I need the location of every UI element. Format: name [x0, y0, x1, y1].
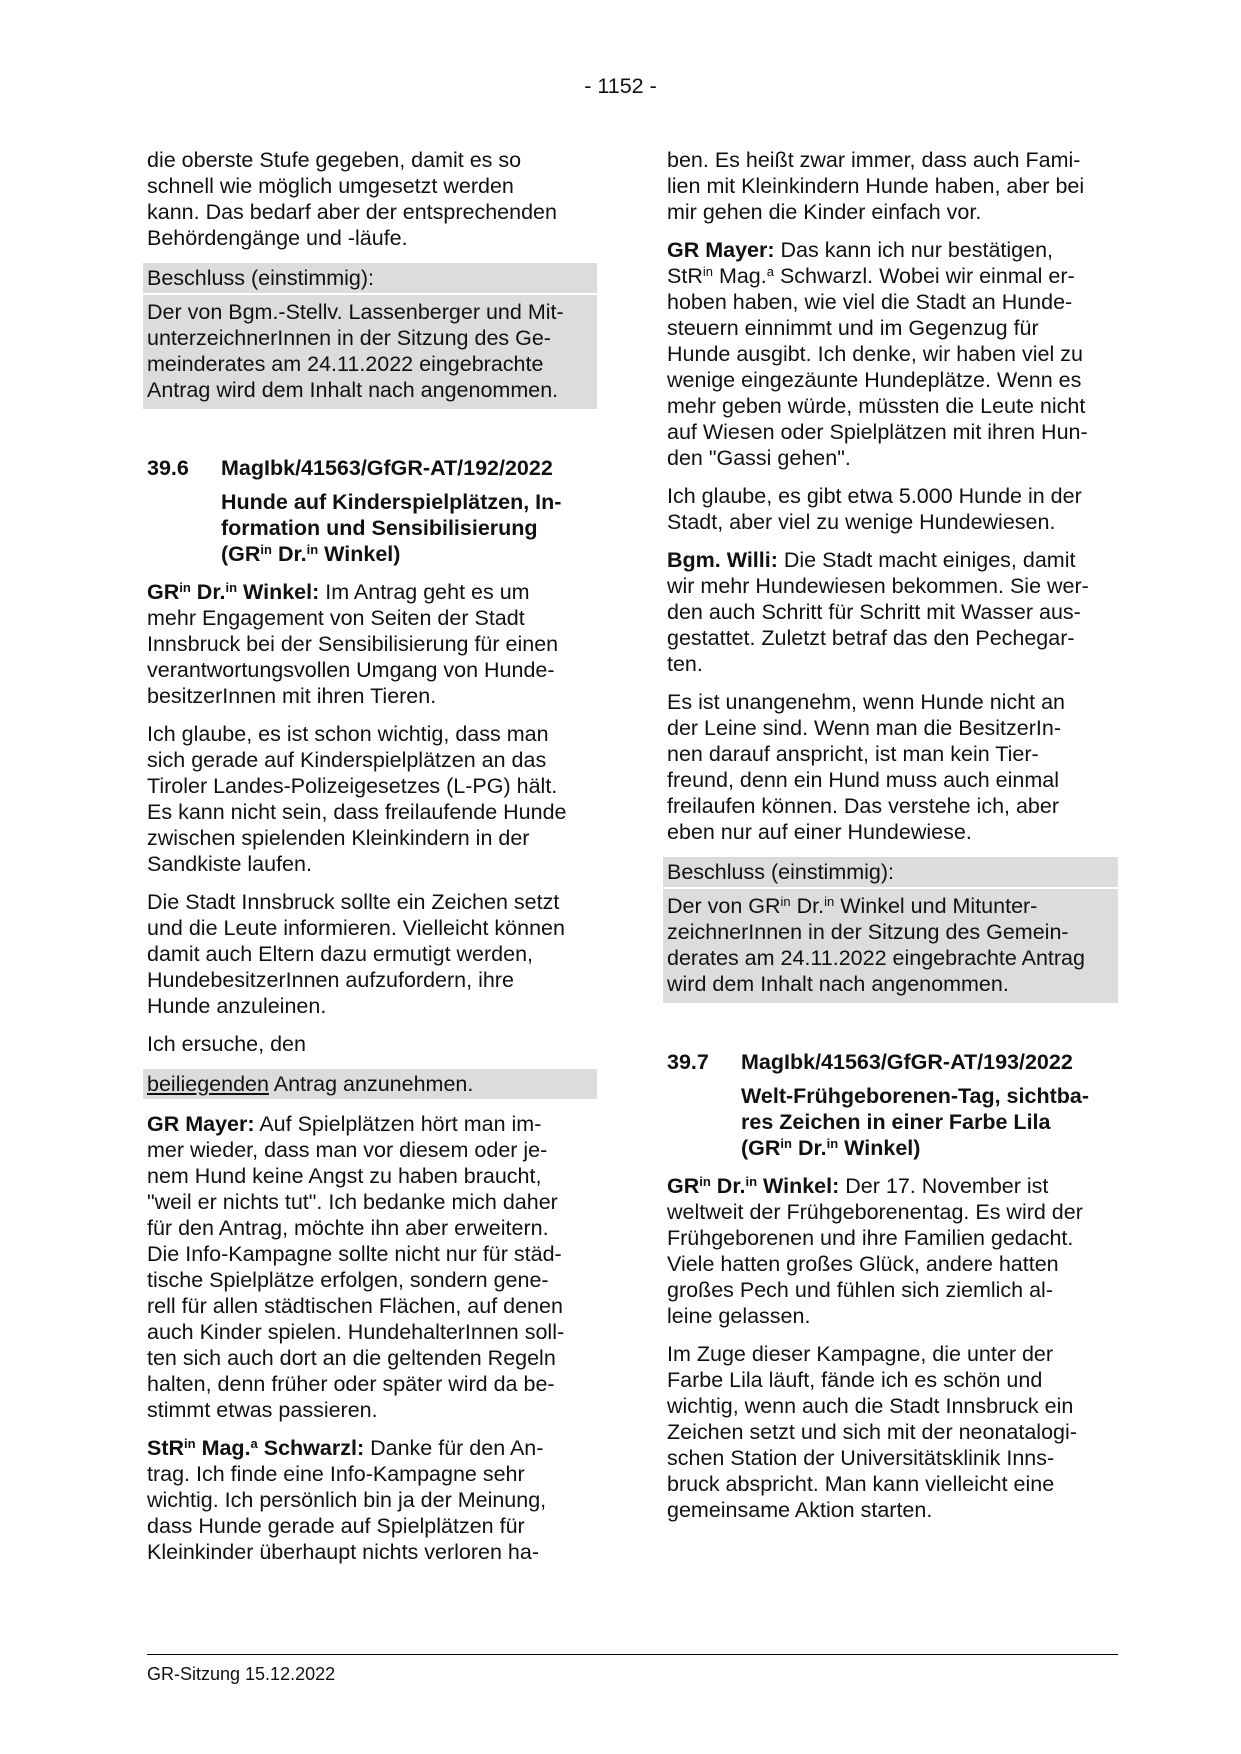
- antrag-line: beiliegenden Antrag anzunehmen.: [143, 1069, 597, 1099]
- paragraph: Ich ersuche, den: [147, 1032, 306, 1056]
- paragraph: ben. Es heißt zwar immer, dass auch Fami- lien mit Kleinkindern Hunde haben, aber bei mir gehen die Kinder einfach vor.: [667, 148, 1085, 224]
- item-title: Hunde auf Kinderspielplätzen, In- formation und Sensibilisierung ($GR^{in}$ Dr.$^{in}$ Winkel): [221, 490, 562, 566]
- speaker-name: Bgm. Willi:: [667, 548, 778, 572]
- item-reference: MagIbk/41563/GfGR-AT/193/2022: [741, 1050, 1073, 1074]
- speech-winkel: $GR^{in}$ Dr.$^{in}$ Winkel: Im Antrag geht es um mehr Engagement von Seiten der Stadt Innsbruck bei der Sensibilisierung für einen verantwortungsvollen Umgang von Hunde- besitzerInnen mit ihren Tieren.: [147, 580, 559, 708]
- footer-text: GR-Sitzung 15.12.2022: [147, 1664, 336, 1684]
- speaker-name: $GR^{in}$ Dr.$^{in}$ Winkel:: [667, 1174, 840, 1198]
- speech-willi: Bgm. Willi: Die Stadt macht einiges, damit wir mehr Hundewiesen bekommen. Sie wer- den auch Schritt für Schritt mit Wasser aus- gestattet. Zuletzt betraf das den Pechegar- ten.: [667, 548, 1089, 676]
- right-column: [667, 147, 1118, 1535]
- paragraph: Die Stadt Innsbruck sollte ein Zeichen setzt und die Leute informieren. Vielleicht können damit auch Eltern dazu ermutigt werden, HundebesitzerInnen aufzufordern, ihre Hunde anzuleinen.: [147, 890, 565, 1018]
- beschluss-text: Der von Bgm.-Stellv. Lassenberger und Mit- unterzeichnerInnen in der Sitzung des Ge- meinderates am 24.11.2022 eingebrachte Antrag wird dem Inhalt nach angenommen.: [143, 295, 597, 409]
- beschluss-text: Der von $GR^{in}$ Dr.$^{in}$ Winkel und Mitunter- zeichnerInnen in der Sitzung des Gemein- derates am 24.11.2022 eingebrachte Antrag wird dem Inhalt nach angenommen.: [663, 889, 1118, 1003]
- speaker-name: StR$^{in}$ Mag.$^a$ Schwarzl:: [147, 1436, 365, 1460]
- agenda-item-header: [667, 1049, 1118, 1075]
- intro-paragraph: die oberste Stufe gegeben, damit es so schnell wie möglich umgesetzt werden kann. Das bedarf aber der entsprechenden Behördengänge und -läufe.: [147, 148, 557, 250]
- agenda-item-header: [147, 455, 597, 481]
- speaker-name: $GR^{in}$ Dr.$^{in}$ Winkel:: [147, 580, 320, 604]
- speech-schwarzl: StR$^{in}$ Mag.$^a$ Schwarzl: Danke für den An- trag. Ich finde eine Info-Kampagne sehr wichtig. Ich persönlich bin ja der Meinung, dass Hunde gerade auf Spielplätzen für Kleinkinder überhaupt nichts verloren ha-: [147, 1436, 547, 1564]
- item-reference: MagIbk/41563/GfGR-AT/192/2022: [221, 456, 553, 480]
- paragraph: Es ist unangenehm, wenn Hunde nicht an der Leine sind. Wenn man die BesitzerIn- nen darauf anspricht, ist man kein Tier- freund, denn ein Hund muss auch einmal freilaufen können. Das verstehe ich, aber eben nur auf einer Hundewiese.: [667, 690, 1066, 844]
- paragraph: Ich glaube, es ist schon wichtig, dass man sich gerade auf Kinderspielplätzen an das Tiroler Landes-Polizeigesetzes (L-PG) hält. Es kann nicht sein, dass freilaufende Hunde zwischen spielenden Kleinkindern in der Sandkiste laufen.: [147, 722, 567, 876]
- left-column: [147, 147, 597, 1577]
- paragraph: Im Zuge dieser Kampagne, die unter der Farbe Lila läuft, fände ich es schön und wichtig, wenn auch die Stadt Innsbruck ein Zeichen setzt und sich mit der neonatalogi- schen Station der Universitätsklinik Inns- bruck abspricht. Man kann vielleicht eine gemeinsame Aktion starten.: [667, 1342, 1077, 1522]
- item-number: 39.7: [667, 1050, 709, 1074]
- speech-mayer: GR Mayer: Das kann ich nur bestätigen, StR$^{in}$ Mag.$^a$ Schwarzl. Wobei wir einmal er- hoben haben, wie viel die Stadt an Hunde- steuern einnimmt und im Gegenzug für Hunde ausgibt. Ich denke, wir haben viel zu wenige eingezäunte Hundeplätze. Wenn es mehr geben würde, müssten die Leute nicht auf Wiesen oder Spielplätzen mit ihren Hun- den "Gassi gehen".: [667, 238, 1088, 470]
- page-number: - 1152 -: [584, 74, 657, 98]
- speaker-name: GR Mayer:: [667, 238, 775, 262]
- speech-winkel: $GR^{in}$ Dr.$^{in}$ Winkel: Der 17. November ist weltweit der Frühgeborenentag. Es wird der Frühgeborenen und ihre Familien gedacht. Viele hatten großes Glück, andere hatten großes Pech und fühlen sich ziemlich al- leine gelassen.: [667, 1174, 1083, 1328]
- item-title: Welt-Frühgeborenen-Tag, sichtba- res Zeichen in einer Farbe Lila ($GR^{in}$ Dr.$^{in}$ Winkel): [741, 1084, 1089, 1160]
- footer-divider: [147, 1654, 1118, 1655]
- paragraph: Ich glaube, es gibt etwa 5.000 Hunde in der Stadt, aber viel zu wenige Hundewiesen.: [667, 484, 1082, 534]
- speaker-name: GR Mayer:: [147, 1112, 255, 1136]
- beschluss-label: Beschluss (einstimmig):: [663, 857, 1118, 887]
- beschluss-label: Beschluss (einstimmig):: [143, 263, 597, 293]
- speech-mayer: GR Mayer: Auf Spielplätzen hört man im- mer wieder, dass man vor diesem oder je- nem Hund keine Angst zu haben braucht, "weil er nichts tut". Ich bedanke mich daher für den Antrag, möchte ihn aber erweitern. Die Info-Kampagne sollte nicht nur für städ- tische Spielplätze erfolgen, sondern gene- rell für allen städtischen Flächen, auf denen auch Kinder spielen. HundehalterInnen soll- ten sich auch dort an die geltenden Regeln halten, denn früher oder später wird da be- stimmt etwas passieren.: [147, 1112, 565, 1422]
- item-number: 39.6: [147, 456, 189, 480]
